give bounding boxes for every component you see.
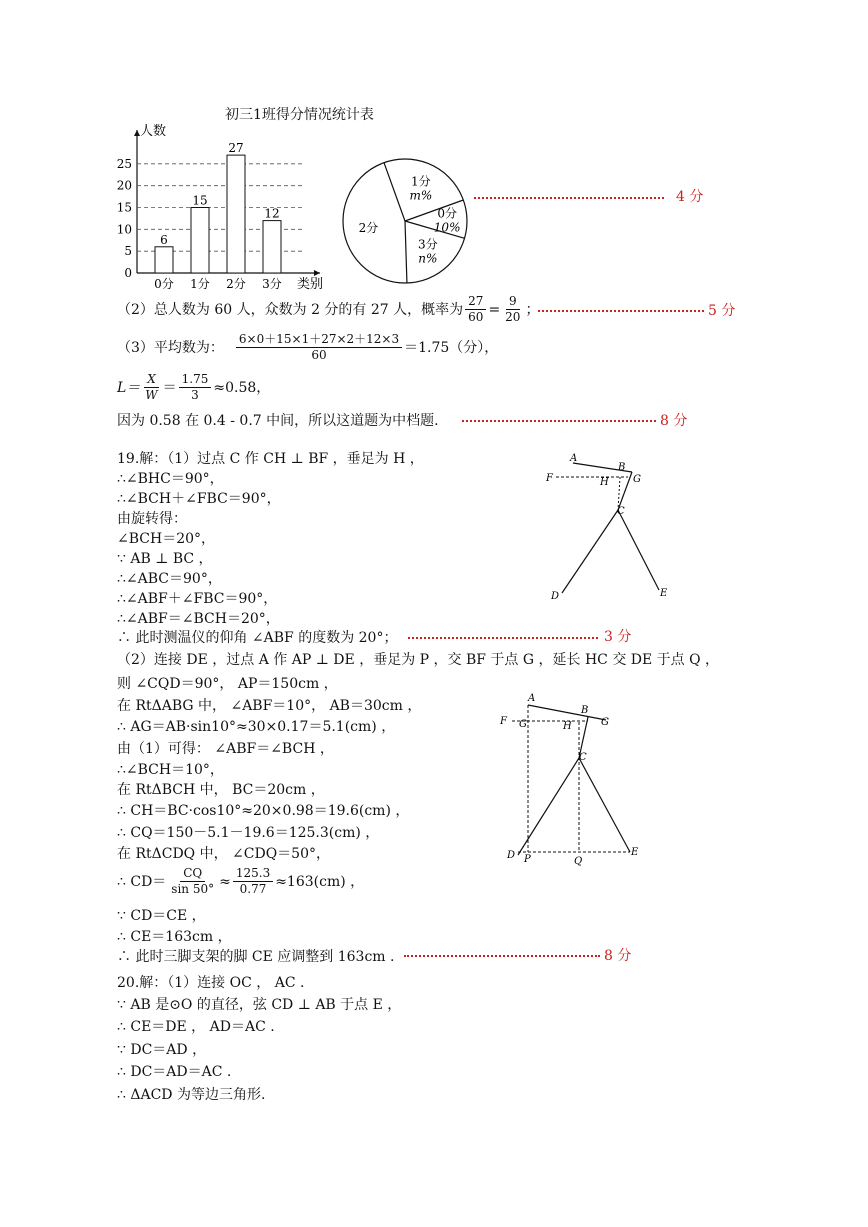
score-4: 4 分 [676, 189, 704, 205]
dotted-leader [538, 310, 704, 312]
q19-line: ∴∠ABC＝90°， [117, 571, 222, 587]
conclusion: 因为 0.58 在 0.4 - 0.7 中间，所以这道题为中档题. [117, 413, 439, 429]
fig1-label-a: A [570, 453, 578, 464]
pie-slice-value: m% [409, 188, 433, 203]
fig1-label-b: B [618, 462, 626, 473]
bar [263, 221, 281, 273]
frac-num: 9 [506, 294, 520, 310]
fig2-label-b: B [581, 705, 589, 716]
fig2-label-g: G [601, 717, 609, 728]
q20-line: ∴ CE＝DE ， AD＝AC . [117, 1019, 275, 1035]
score-5: 5 分 [708, 303, 736, 319]
fig2-label-a: A [528, 693, 536, 704]
frac-num: 27 [465, 294, 486, 310]
fig2-label-h: H [563, 721, 572, 732]
cd-result: ≈163(cm) ， [275, 873, 365, 890]
y-tick-label: 5 [124, 244, 132, 259]
pie-slice-value: n% [418, 251, 438, 266]
eq-sign: = [488, 301, 501, 318]
q19-line: （2）连接 DE ，过点 A 作 AP ⊥ DE ，垂足为 P ，交 BF 于点 G ，延长 HC 交 DE 于点 Q ， [117, 652, 720, 668]
frac-num: X [144, 372, 159, 388]
fig1-label-c: C [617, 506, 625, 517]
q19-line: ∴ CH＝BC·cos10°≈20×0.98＝19.6(cm) ， [117, 803, 410, 819]
part2-line [117, 294, 539, 325]
y-tick-label: 15 [116, 200, 132, 215]
q19-line: 19.解：（1）过点 C 作 CH ⊥ BF ，垂足为 H ， [117, 451, 424, 467]
pie-slice-label: 0分 [437, 206, 457, 221]
frac-num: 125.3 [233, 866, 273, 882]
pie-slice-label: 1分 [411, 174, 431, 189]
dotted-leader [408, 637, 598, 639]
pie-slice-label: 2分 [358, 220, 379, 235]
fig1-label-e: E [660, 588, 668, 599]
q19-line: ∴∠ABF＝∠BCH＝20°， [117, 611, 280, 627]
bar [191, 208, 209, 274]
bar-data-label: 12 [264, 206, 280, 221]
y-tick-label: 25 [116, 156, 132, 171]
fig2-label-f: F [500, 716, 507, 727]
frac-den: sin 50° [171, 882, 215, 896]
fig2-label-p: P [524, 854, 531, 865]
dotted-leader [474, 197, 664, 199]
figure-2 [495, 690, 650, 870]
fig2-label-g-inner: G [519, 719, 527, 730]
dotted-leader [404, 955, 600, 957]
bar-chart [115, 118, 335, 293]
fig2-label-c: C [579, 752, 587, 763]
x-tick-label: 0分 [154, 277, 174, 291]
bar-data-label: 27 [228, 141, 244, 156]
mean-result: ＝1.75（分）， [404, 339, 499, 356]
q20-line: ∵ DC＝AD ， [117, 1042, 207, 1058]
q20-line: ∴ DC＝AD＝AC . [117, 1064, 232, 1080]
eq-sign: ＝ [162, 379, 177, 396]
q19-line: ∴∠ABF＋∠FBC＝90°， [117, 591, 278, 607]
bar-data-label: 15 [192, 193, 208, 208]
q20-line: 20.解：（1）连接 OC ， AC . [117, 975, 305, 991]
frac-den: 60 [468, 310, 484, 324]
l-pre: L＝ [117, 379, 141, 396]
y-axis-label: 人数 [140, 124, 167, 139]
score-8: 8 分 [660, 413, 688, 429]
q20-line: ∵ AB 是⊙O 的直径，弦 CD ⊥ AB 于点 E ， [117, 997, 402, 1013]
x-tick-label: 1分 [190, 277, 210, 291]
fig2-label-q: Q [574, 856, 583, 867]
frac-num: CQ [180, 866, 205, 882]
x-tick-label: 3分 [262, 277, 282, 291]
part3-line [117, 332, 498, 363]
pie-slice-value: 10% [433, 220, 461, 235]
bar [227, 155, 245, 273]
q19-line: ∴ CQ＝150－5.1－19.6＝125.3(cm) ， [117, 825, 380, 841]
score-3: 3 分 [604, 629, 632, 645]
q19-line: ∴∠BHC＝90°， [117, 471, 224, 487]
q19-line: ∴∠BCH＋∠FBC＝90°， [117, 491, 281, 507]
part2-text: （2）总人数为 60 人，众数为 2 分的有 27 人，概率为 [117, 301, 464, 318]
frac-den: 0.77 [239, 882, 267, 896]
fig1-label-f: F [546, 473, 553, 484]
semicolon: ； [525, 301, 540, 318]
y-tick-label: 20 [116, 178, 132, 193]
q19-line: 由旋转得： [117, 511, 187, 527]
bar-data-label: 6 [160, 232, 168, 247]
q19-line: 在 RtΔABG 中， ∠ABF＝10°， AB＝30cm ， [117, 698, 422, 714]
q19-line: ∴ CE＝163cm ， [117, 929, 232, 945]
l-result: ≈0.58， [213, 379, 271, 396]
q20-line: ∴ ΔACD 为等边三角形. [117, 1087, 266, 1103]
q19-line: ∵ AB ⊥ BC ， [117, 551, 213, 567]
pie-chart [338, 158, 476, 284]
fig2-label-e: E [631, 847, 639, 858]
x-axis-label: 类别 [297, 277, 324, 292]
frac-den: W [145, 388, 158, 402]
y-tick-label: 10 [116, 222, 132, 237]
bar [155, 247, 173, 273]
fig1-label-h: H [600, 477, 609, 488]
cd-formula [117, 866, 364, 897]
frac-den: 3 [191, 388, 199, 402]
q19-line: ∴ 此时测温仪的仰角 ∠ABF 的度数为 20°； [117, 630, 398, 646]
l-formula [117, 372, 270, 403]
q19-line: ∠BCH＝20°， [117, 531, 216, 547]
approx-sign: ≈ [219, 873, 231, 890]
fig2-label-d: D [507, 850, 516, 861]
fig1-label-g: G [633, 474, 641, 485]
x-axis-arrow [314, 270, 320, 276]
q19-line: ∴ AG＝AB·sin10°≈30×0.17＝5.1(cm) ， [117, 719, 396, 735]
cd-pre: ∴ CD＝ [117, 873, 167, 890]
q19-line: ∴ 此时三脚支架的脚 CE 应调整到 163cm . [117, 949, 395, 965]
x-tick-label: 2分 [226, 277, 246, 291]
q19-line: 在 RtΔCDQ 中， ∠CDQ＝50°， [117, 846, 331, 862]
figure-1 [540, 450, 680, 605]
q19-line: 由（1）可得： ∠ABF＝∠BCH ， [117, 741, 334, 757]
dotted-leader [462, 420, 656, 422]
q19-line: 则 ∠CQD＝90°， AP＝150cm ， [117, 676, 338, 692]
mean-num: 6×0＋15×1＋27×2＋12×3 [236, 332, 402, 348]
frac-den: 20 [505, 310, 521, 324]
fig1-label-d: D [551, 591, 560, 602]
y-tick-label: 0 [124, 266, 132, 280]
frac-num: 1.75 [179, 372, 212, 388]
bar-chart-title: 初三1班得分情况统计表 [225, 107, 374, 123]
q19-line: 在 RtΔBCH 中， BC＝20cm ， [117, 782, 325, 798]
part3-text: （3）平均数为： [117, 339, 224, 356]
q19-line: ∴∠BCH＝10°， [117, 762, 224, 778]
score-8: 8 分 [604, 948, 632, 964]
mean-den: 60 [311, 348, 327, 362]
q19-line: ∵ CD＝CE ， [117, 908, 206, 924]
pie-slice-label: 3分 [417, 237, 438, 252]
